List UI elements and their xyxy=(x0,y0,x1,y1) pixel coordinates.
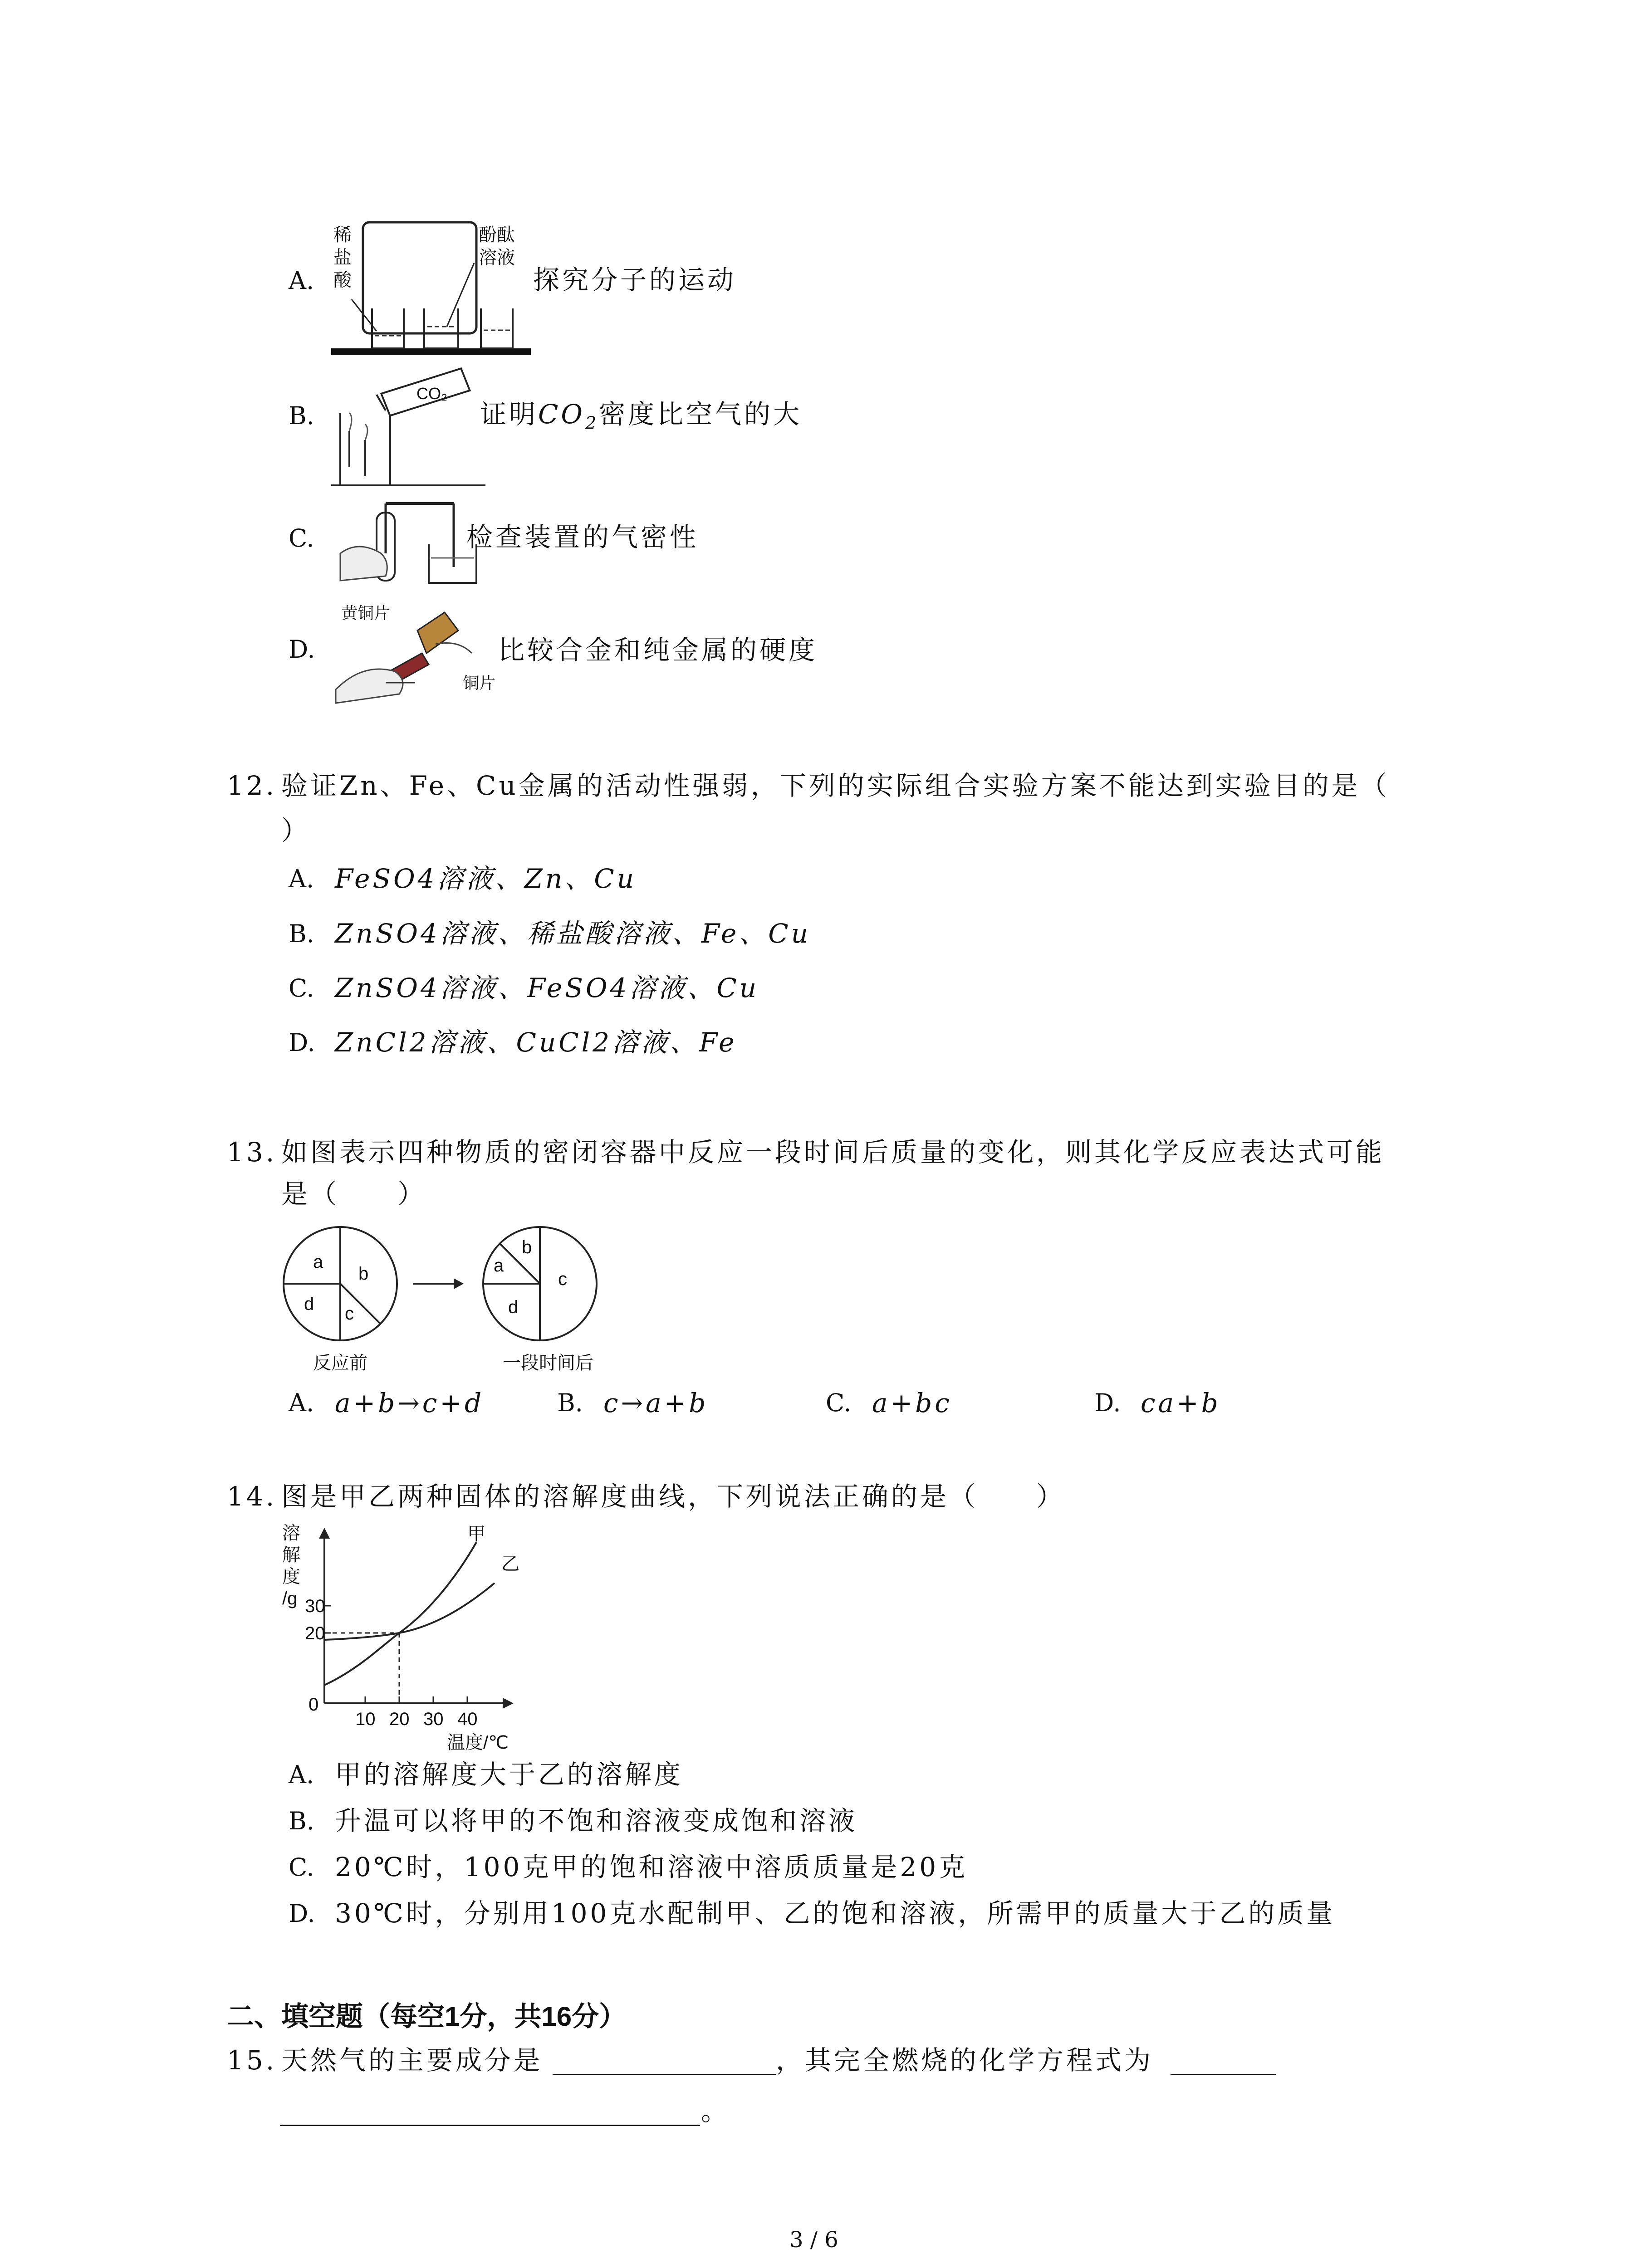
q14-option-c-text: 20℃时，100克甲的饱和溶液中溶质质量是20克 xyxy=(335,1852,968,1882)
q13-after-label: 一段时间后 xyxy=(503,1353,593,1373)
q14-option-a-text: 甲的溶解度大于乙的溶解度 xyxy=(335,1759,684,1790)
q12-number: 12. xyxy=(227,770,277,801)
q14-ytick-20: 20 xyxy=(305,1623,325,1643)
q11-a-label-2: 盐 xyxy=(333,248,352,268)
q14-xtick-20: 20 xyxy=(389,1709,410,1729)
q11-a-label-5: 溶液 xyxy=(479,248,515,268)
section-title: 二、填空题（每空1分，共16分） xyxy=(227,2001,627,2032)
q13-option-c-letter: C. xyxy=(826,1388,852,1417)
q11-d-label-copper: 铜片 xyxy=(463,674,496,692)
q12-option-a-letter: A. xyxy=(289,865,314,893)
q12-option-c-text: ZnSO4溶液、FeSO4溶液、Cu xyxy=(335,973,759,1003)
q11-d-label-brass: 黄铜片 xyxy=(341,604,391,622)
q14-xtick-30: 30 xyxy=(423,1709,444,1729)
q13-pie-figure xyxy=(272,1225,608,1343)
q14-option-a-letter: A. xyxy=(289,1760,314,1789)
q11-b-figure xyxy=(331,363,490,490)
q15-blank-2[interactable] xyxy=(1171,2048,1276,2075)
q12-option-d-text: ZnCl2溶液、CuCl2溶液、Fe xyxy=(335,1027,737,1058)
q14-option-c-letter: C. xyxy=(289,1853,314,1882)
q11-option-a-text: 探究分子的运动 xyxy=(533,264,737,295)
q14-ylabel-1: 溶 xyxy=(282,1523,300,1543)
q14-option-d-letter: D. xyxy=(289,1899,315,1928)
q13-after-c: c xyxy=(558,1269,567,1289)
q13-after-d: d xyxy=(508,1297,519,1317)
q14-stem: 图是甲乙两种固体的溶解度曲线，下列说法正确的是（ ） xyxy=(281,1481,1066,1512)
q12-option-d-letter: D. xyxy=(289,1028,315,1057)
q12-option-b-letter: B. xyxy=(289,919,314,948)
q11-option-d-text: 比较合金和纯金属的硬度 xyxy=(498,635,818,665)
q11-b-text-post: 密度比空气的大 xyxy=(599,399,803,430)
q14-ytick-30: 30 xyxy=(305,1596,325,1616)
q14-ytick-0: 0 xyxy=(309,1695,319,1715)
q11-a-label-4: 酚酞 xyxy=(479,225,515,245)
q11-option-c-text: 检查装置的气密性 xyxy=(466,522,699,552)
q13-option-a-letter: A. xyxy=(289,1388,314,1417)
q14-ylabel-4: /g xyxy=(282,1589,298,1608)
q15-number: 15. xyxy=(227,2045,277,2076)
q12-stem-line2: ） xyxy=(281,815,311,846)
q15-part1: 天然气的主要成分是 xyxy=(281,2045,543,2076)
q14-series-yi: 乙 xyxy=(501,1554,519,1574)
q14-option-d-text: 30℃时，分别用100克水配制甲、乙的饱和溶液，所需甲的质量大于乙的质量 xyxy=(335,1898,1336,1929)
page-number: 3 / 6 xyxy=(789,2227,838,2253)
q13-before-c: c xyxy=(345,1304,354,1324)
q11-option-c-letter: C. xyxy=(289,524,314,552)
q13-option-d-text: ca+b xyxy=(1141,1388,1221,1418)
q14-option-b-letter: B. xyxy=(289,1807,314,1835)
q15-part2: ，其完全燃烧的化学方程式为 xyxy=(776,2045,1154,2076)
q13-number: 13. xyxy=(227,1137,277,1168)
q13-option-b-letter: B. xyxy=(557,1388,583,1417)
q13-before-label: 反应前 xyxy=(313,1353,367,1373)
q15-blank-1[interactable] xyxy=(553,2048,776,2075)
q13-option-a-text: a+b→c+d xyxy=(335,1388,485,1418)
q15-end: 。 xyxy=(701,2096,730,2126)
q13-before-b: b xyxy=(358,1264,369,1284)
q12-option-a-text: FeSO4溶液、Zn、Cu xyxy=(335,863,637,894)
q11-b-co2-label: CO₂ xyxy=(416,384,447,403)
q13-stem-line2: 是（ ） xyxy=(281,1178,427,1209)
q14-xlabel: 温度/℃ xyxy=(447,1733,509,1753)
q11-option-b-letter: B. xyxy=(289,401,314,430)
q11-b-text-pre: 证明 xyxy=(480,399,539,430)
q13-before-d: d xyxy=(304,1294,314,1314)
q11-option-d-letter: D. xyxy=(289,635,315,664)
q13-before-a: a xyxy=(313,1252,323,1272)
q11-option-a-letter: A. xyxy=(289,266,314,295)
q14-ylabel-3: 度 xyxy=(282,1567,300,1587)
q15-blank-2-continued[interactable] xyxy=(280,2099,700,2126)
q12-stem-line1: 验证Zn、Fe、Cu金属的活动性强弱，下列的实际组合实验方案不能达到实验目的是（ xyxy=(281,770,1390,801)
q11-a-label-1: 稀 xyxy=(333,225,352,245)
q13-option-c-text: a+bc xyxy=(872,1388,952,1418)
q13-after-b: b xyxy=(522,1237,532,1257)
q12-option-c-letter: C. xyxy=(289,974,314,1002)
q13-option-d-letter: D. xyxy=(1094,1388,1121,1417)
q14-ylabel-2: 解 xyxy=(282,1545,300,1565)
q14-xtick-40: 40 xyxy=(457,1709,478,1729)
q11-option-b-text xyxy=(480,401,802,432)
q14-xtick-10: 10 xyxy=(355,1709,376,1729)
q11-a-label-3: 酸 xyxy=(333,270,352,290)
q13-option-b-text: c→a+b xyxy=(603,1388,709,1418)
q11-b-formula: CO xyxy=(538,399,585,430)
q11-b-sub: 2 xyxy=(585,413,599,433)
q11-c-figure xyxy=(331,485,476,590)
q13-stem-line1: 如图表示四种物质的密闭容器中反应一段时间后质量的变化，则其化学反应表达式可能 xyxy=(281,1137,1385,1168)
q13-after-a: a xyxy=(494,1256,504,1276)
q14-series-jia: 甲 xyxy=(467,1524,485,1544)
q14-option-b-text: 升温可以将甲的不饱和溶液变成饱和溶液 xyxy=(335,1805,858,1836)
q14-number: 14. xyxy=(227,1481,277,1512)
q12-option-b-text: ZnSO4溶液、稀盐酸溶液、Fe、Cu xyxy=(335,918,811,949)
